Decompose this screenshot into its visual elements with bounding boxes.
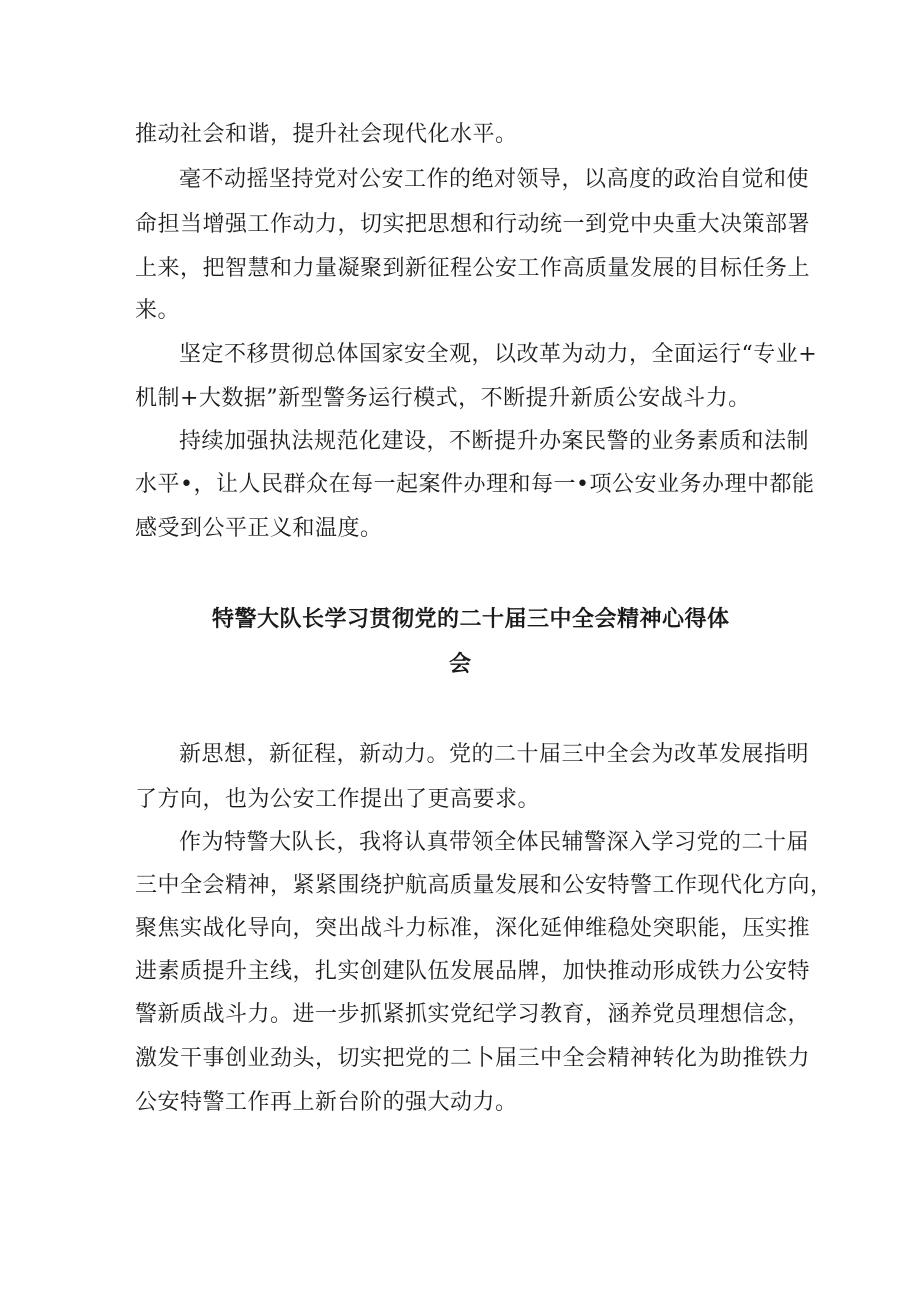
text-line: 机制+大数据”新型警务运行模式，不断提升新质公安战斗力。 [135,386,751,411]
text-line: 水平•，让人民群众在每一起案件办理和每一•项公安业务办理中都能 [135,472,815,497]
text-line: 激发干事创业劲头，切实把党的二卜届三中全会精神转化为助推铁力 [135,1046,811,1071]
text-line: 毫不动摇坚持党对公安工作的绝对领导，以高度的政治自觉和使 [179,167,810,192]
text-line: 公安特警工作再上新台阶的强大动力。 [135,1090,518,1115]
text-line: 来。 [135,298,181,323]
text-line: 警新质战斗力。进一步抓紧抓实党纪学习教育，涵养党员理想信念， [135,1002,811,1027]
text-line: 推动社会和谐，提升社会现代化水平。 [135,122,518,147]
text-line: 了方向，也为公安工作提出了更高要求。 [135,787,541,812]
text-line: 上来，把智慧和力量凝聚到新征程公安工作高质量发展的目标任务上 [135,256,811,281]
text-line: 坚定不移贯彻总体国家安全观，以改革为动力，全面运行“专业+ [179,342,818,367]
text-line: 感受到公平正义和温度。 [135,516,383,541]
text-line: 新思想，新征程，新动力。党的二十届三中全会为改革发展指明 [179,742,810,767]
heading-line: 特警大队长学习贯彻党的二十届三中全会精神心得体 [212,607,730,632]
text-line: 作为特警大队长，我将认真带领全体民辅警深入学习党的二十届 [179,830,810,855]
text-line: 持续加强执法规范化建设，不断提升办案民警的业务素质和法制 [179,429,810,454]
text-line: 聚焦实战化导向，突出战斗力标准，深化延伸维稳处突职能，压实推 [135,916,811,941]
text-line: 命担当增强工作动力，切实把思想和行动统一到党中央重大决策部署 [135,212,811,237]
text-line: 三中全会精神，紧紧围绕护航高质量发展和公安特警工作现代化方向， [135,873,833,898]
text-line: 进素质提升主线，扎实创建队伍发展品牌，加快推动形成铁力公安特 [135,959,811,984]
heading-line: 会 [449,652,472,677]
